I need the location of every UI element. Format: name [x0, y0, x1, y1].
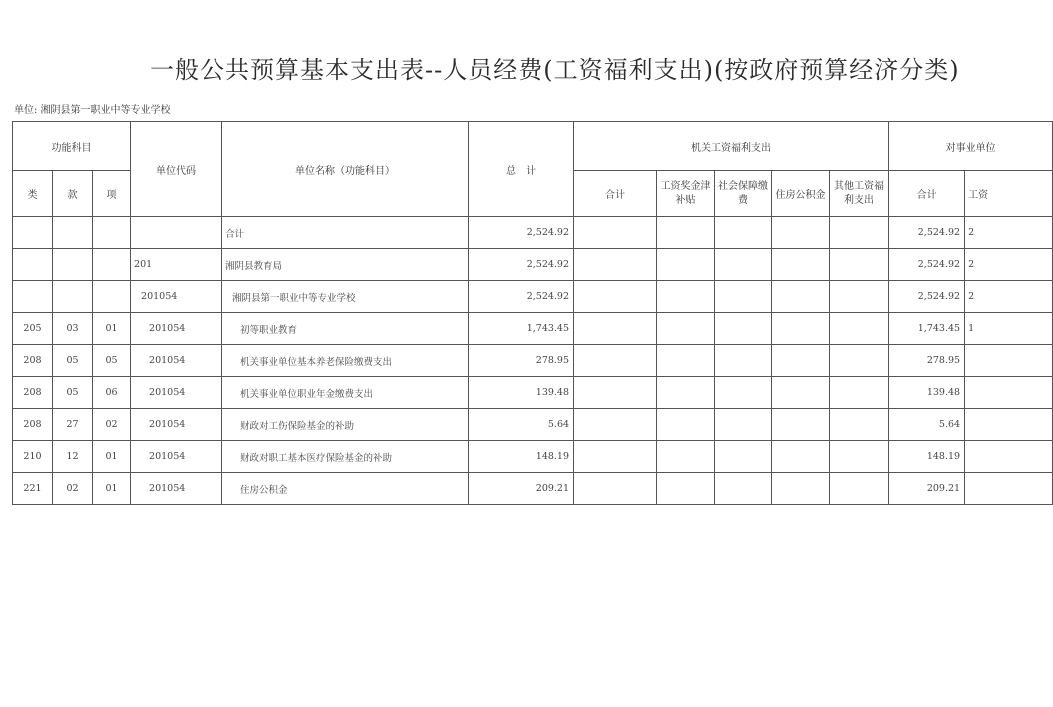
cell-kuan: 05 [53, 377, 93, 409]
cell-kuan [53, 281, 93, 313]
header-unit-code: 单位代码 [131, 122, 222, 217]
cell-code: 201 [131, 249, 222, 281]
cell-pub-heji: 139.48 [889, 377, 965, 409]
table-row [13, 281, 1053, 313]
cell-name: 机关事业单位职业年金缴费支出 [222, 377, 469, 409]
cell-total: 278.95 [469, 345, 574, 377]
table-row [13, 377, 1053, 409]
cell-org-social [715, 281, 772, 313]
cell-pub-bonus: 2 [965, 217, 1053, 249]
cell-xiang: 01 [93, 313, 131, 345]
cell-name: 湘阴县第一职业中等专业学校 [222, 281, 469, 313]
cell-kuan: 12 [53, 441, 93, 473]
cell-org-bonus [657, 281, 715, 313]
cell-org-social [715, 441, 772, 473]
table-row [13, 473, 1053, 505]
cell-total: 1,743.45 [469, 313, 574, 345]
header-total: 总 计 [469, 122, 574, 217]
page-title: 一般公共预算基本支出表--人员经费(工资福利支出)(按政府预算经济分类) [150, 56, 960, 84]
cell-name: 合计 [222, 217, 469, 249]
cell-xiang: 01 [93, 441, 131, 473]
cell-xiang [93, 249, 131, 281]
cell-org-housing [772, 281, 830, 313]
cell-org-social [715, 377, 772, 409]
cell-code: 201054 [131, 313, 222, 345]
cell-lei [13, 217, 53, 249]
cell-total: 2,524.92 [469, 281, 574, 313]
cell-name: 财政对职工基本医疗保险基金的补助 [222, 441, 469, 473]
cell-kuan [53, 217, 93, 249]
cell-kuan: 02 [53, 473, 93, 505]
cell-org-heji [574, 377, 657, 409]
cell-org-heji [574, 217, 657, 249]
header-func-subject: 功能科目 [13, 122, 131, 171]
cell-org-other [830, 281, 889, 313]
cell-lei [13, 249, 53, 281]
cell-pub-heji: 209.21 [889, 473, 965, 505]
cell-pub-heji: 148.19 [889, 441, 965, 473]
cell-org-housing [772, 313, 830, 345]
header-pub-bonus: 工资 [965, 171, 1053, 217]
cell-pub-bonus [965, 377, 1053, 409]
cell-org-bonus [657, 441, 715, 473]
cell-name: 财政对工伤保险基金的补助 [222, 409, 469, 441]
cell-org-social [715, 249, 772, 281]
cell-code: 201054 [131, 281, 222, 313]
table-row [13, 441, 1053, 473]
cell-xiang: 05 [93, 345, 131, 377]
cell-org-social [715, 345, 772, 377]
cell-org-bonus [657, 409, 715, 441]
cell-pub-bonus: 1 [965, 313, 1053, 345]
cell-total: 148.19 [469, 441, 574, 473]
cell-org-housing [772, 345, 830, 377]
cell-org-other [830, 249, 889, 281]
cell-org-heji [574, 441, 657, 473]
cell-pub-heji: 5.64 [889, 409, 965, 441]
cell-org-housing [772, 409, 830, 441]
header-org-other: 其他工资福利支出 [830, 171, 889, 217]
cell-org-other [830, 377, 889, 409]
cell-xiang: 02 [93, 409, 131, 441]
cell-org-bonus [657, 217, 715, 249]
cell-pub-heji: 2,524.92 [889, 217, 965, 249]
header-pub-heji: 合计 [889, 171, 965, 217]
table-row [13, 345, 1053, 377]
cell-pub-heji: 2,524.92 [889, 281, 965, 313]
cell-org-housing [772, 217, 830, 249]
cell-org-heji [574, 473, 657, 505]
budget-table-container [12, 121, 996, 521]
cell-code: 201054 [131, 377, 222, 409]
cell-org-other [830, 313, 889, 345]
table-row [13, 217, 1053, 249]
cell-total: 2,524.92 [469, 217, 574, 249]
cell-org-bonus [657, 249, 715, 281]
cell-pub-bonus [965, 441, 1053, 473]
cell-org-housing [772, 249, 830, 281]
cell-org-heji [574, 313, 657, 345]
cell-org-other [830, 217, 889, 249]
cell-total: 139.48 [469, 377, 574, 409]
cell-org-social [715, 313, 772, 345]
cell-pub-bonus: 2 [965, 249, 1053, 281]
cell-org-social [715, 409, 772, 441]
cell-code: 201054 [131, 345, 222, 377]
header-org-group: 机关工资福利支出 [574, 122, 889, 171]
cell-name: 机关事业单位基本养老保险缴费支出 [222, 345, 469, 377]
cell-org-housing [772, 473, 830, 505]
header-kuan: 款 [53, 171, 93, 217]
cell-name: 住房公积金 [222, 473, 469, 505]
cell-code: 201054 [131, 473, 222, 505]
cell-org-bonus [657, 313, 715, 345]
cell-pub-bonus [965, 345, 1053, 377]
cell-kuan: 05 [53, 345, 93, 377]
header-org-bonus: 工资奖金津补贴 [657, 171, 715, 217]
cell-lei: 205 [13, 313, 53, 345]
cell-org-social [715, 473, 772, 505]
cell-code: 201054 [131, 441, 222, 473]
cell-org-housing [772, 377, 830, 409]
cell-org-bonus [657, 377, 715, 409]
table-row [13, 249, 1053, 281]
cell-lei: 210 [13, 441, 53, 473]
cell-kuan [53, 249, 93, 281]
cell-pub-heji: 2,524.92 [889, 249, 965, 281]
header-org-housing: 住房公积金 [772, 171, 830, 217]
cell-kuan: 27 [53, 409, 93, 441]
cell-pub-heji: 278.95 [889, 345, 965, 377]
cell-code [131, 217, 222, 249]
cell-lei: 208 [13, 377, 53, 409]
cell-code: 201054 [131, 409, 222, 441]
cell-org-social [715, 217, 772, 249]
cell-org-heji [574, 249, 657, 281]
table-row [13, 313, 1053, 345]
cell-org-other [830, 473, 889, 505]
cell-pub-bonus [965, 473, 1053, 505]
cell-lei: 208 [13, 345, 53, 377]
cell-name: 湘阴县教育局 [222, 249, 469, 281]
header-lei: 类 [13, 171, 53, 217]
header-unit-name: 单位名称（功能科目） [222, 122, 469, 217]
cell-lei: 221 [13, 473, 53, 505]
cell-org-heji [574, 409, 657, 441]
header-org-social: 社会保障缴费 [715, 171, 772, 217]
cell-xiang [93, 217, 131, 249]
cell-org-heji [574, 281, 657, 313]
cell-org-other [830, 345, 889, 377]
cell-lei [13, 281, 53, 313]
header-pub-group: 对事业单位 [889, 122, 1053, 171]
cell-org-other [830, 409, 889, 441]
cell-org-bonus [657, 345, 715, 377]
budget-table [12, 121, 1053, 505]
cell-pub-bonus: 2 [965, 281, 1053, 313]
cell-org-heji [574, 345, 657, 377]
cell-kuan: 03 [53, 313, 93, 345]
header-xiang: 项 [93, 171, 131, 217]
cell-total: 2,524.92 [469, 249, 574, 281]
cell-total: 209.21 [469, 473, 574, 505]
cell-name: 初等职业教育 [222, 313, 469, 345]
table-row [13, 409, 1053, 441]
cell-total: 5.64 [469, 409, 574, 441]
header-org-heji: 合计 [574, 171, 657, 217]
cell-xiang: 01 [93, 473, 131, 505]
cell-org-other [830, 441, 889, 473]
cell-pub-bonus [965, 409, 1053, 441]
unit-label: 单位: 湘阴县第一职业中等专业学校 [14, 105, 171, 116]
cell-xiang: 06 [93, 377, 131, 409]
cell-lei: 208 [13, 409, 53, 441]
cell-org-housing [772, 441, 830, 473]
cell-pub-heji: 1,743.45 [889, 313, 965, 345]
cell-org-bonus [657, 473, 715, 505]
cell-xiang [93, 281, 131, 313]
